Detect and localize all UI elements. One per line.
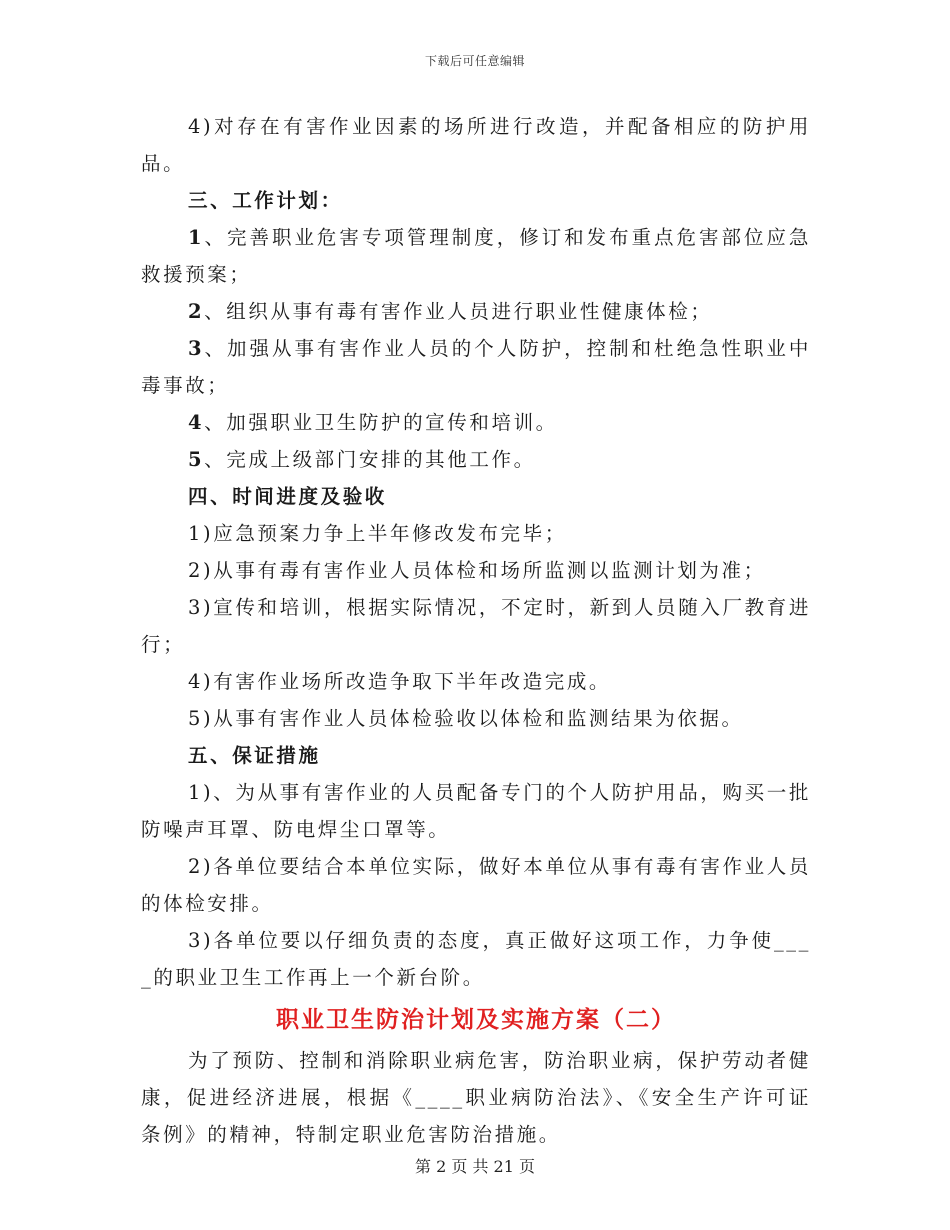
schedule-item-4: 4)有害作业场所改造争取下半年改造完成。 (188, 670, 612, 693)
plan-item-5-text: 、完成上级部门安排的其他工作。 (204, 448, 536, 471)
plan-item-3-text: 、加强从事有害作业人员的个人防护，控制和杜绝急性职业中毒事故； (141, 337, 811, 397)
plan-item-5-number: 5 (188, 448, 205, 471)
measure-item-3: 3)各单位要以仔细负责的态度，真正做好这项工作，力争使____的职业卫生工作再上一个新台阶。 (141, 929, 811, 989)
plan-item-2 (141, 293, 811, 330)
plan-item-4-number: 4 (188, 411, 205, 434)
schedule-item-2: 2)从事有毒有害作业人员体检和场所监测以监测计划为准； (188, 559, 766, 582)
section-title: 职业卫生防治计划及实施方案（二） (276, 1006, 676, 1033)
page-header: 下载后可任意编辑 (424, 54, 525, 68)
heading-measures: 五、保证措施 (188, 744, 321, 767)
intro-paragraph: 为了预防、控制和消除职业病危害，防治职业病，保护劳动者健康，促进经济进展，根据《____职业病防治法》、《安全生产许可证条例》的精神，特制定职业危害防治措施。 (141, 1049, 811, 1146)
page-footer: 第 2 页 共 21 页 (415, 1157, 535, 1176)
plan-item-5 (141, 441, 811, 478)
document-body (141, 108, 811, 1153)
plan-item-4 (141, 404, 811, 441)
schedule-item-5: 5)从事有害作业人员体检验收以体检和监测结果为依据。 (188, 707, 744, 730)
plan-item-2-text: 、组织从事有毒有害作业人员进行职业性健康体检； (204, 300, 713, 323)
measure-item-2: 2)各单位要结合本单位实际，做好本单位从事有毒有害作业人员的体检安排。 (141, 855, 811, 915)
plan-item-3 (141, 330, 811, 404)
plan-item-1-number: 1 (188, 226, 205, 249)
plan-item-1-text: 、完善职业危害专项管理制度，修订和发布重点危害部位应急救援预案； (141, 226, 811, 286)
plan-item-2-number: 2 (188, 300, 205, 323)
schedule-item-1: 1)应急预案力争上半年修改发布完毕； (188, 522, 567, 545)
plan-item-3-number: 3 (188, 337, 205, 360)
measure-item-1: 1)、为从事有害作业的人员配备专门的个人防护用品，购买一批防噪声耳罩、防电焊尘口罩等。 (141, 781, 811, 841)
plan-item-4-text: 、加强职业卫生防护的宣传和培训。 (204, 411, 558, 434)
schedule-item-3: 3)宣传和培训，根据实际情况，不定时，新到人员随入厂教育进行； (141, 596, 811, 656)
heading-schedule: 四、时间进度及验收 (188, 485, 387, 508)
plan-item-1 (141, 219, 811, 293)
heading-work-plan: 三、工作计划： (188, 189, 343, 212)
paragraph-item-4: 4)对存在有害作业因素的场所进行改造，并配备相应的防护用品。 (141, 115, 811, 175)
